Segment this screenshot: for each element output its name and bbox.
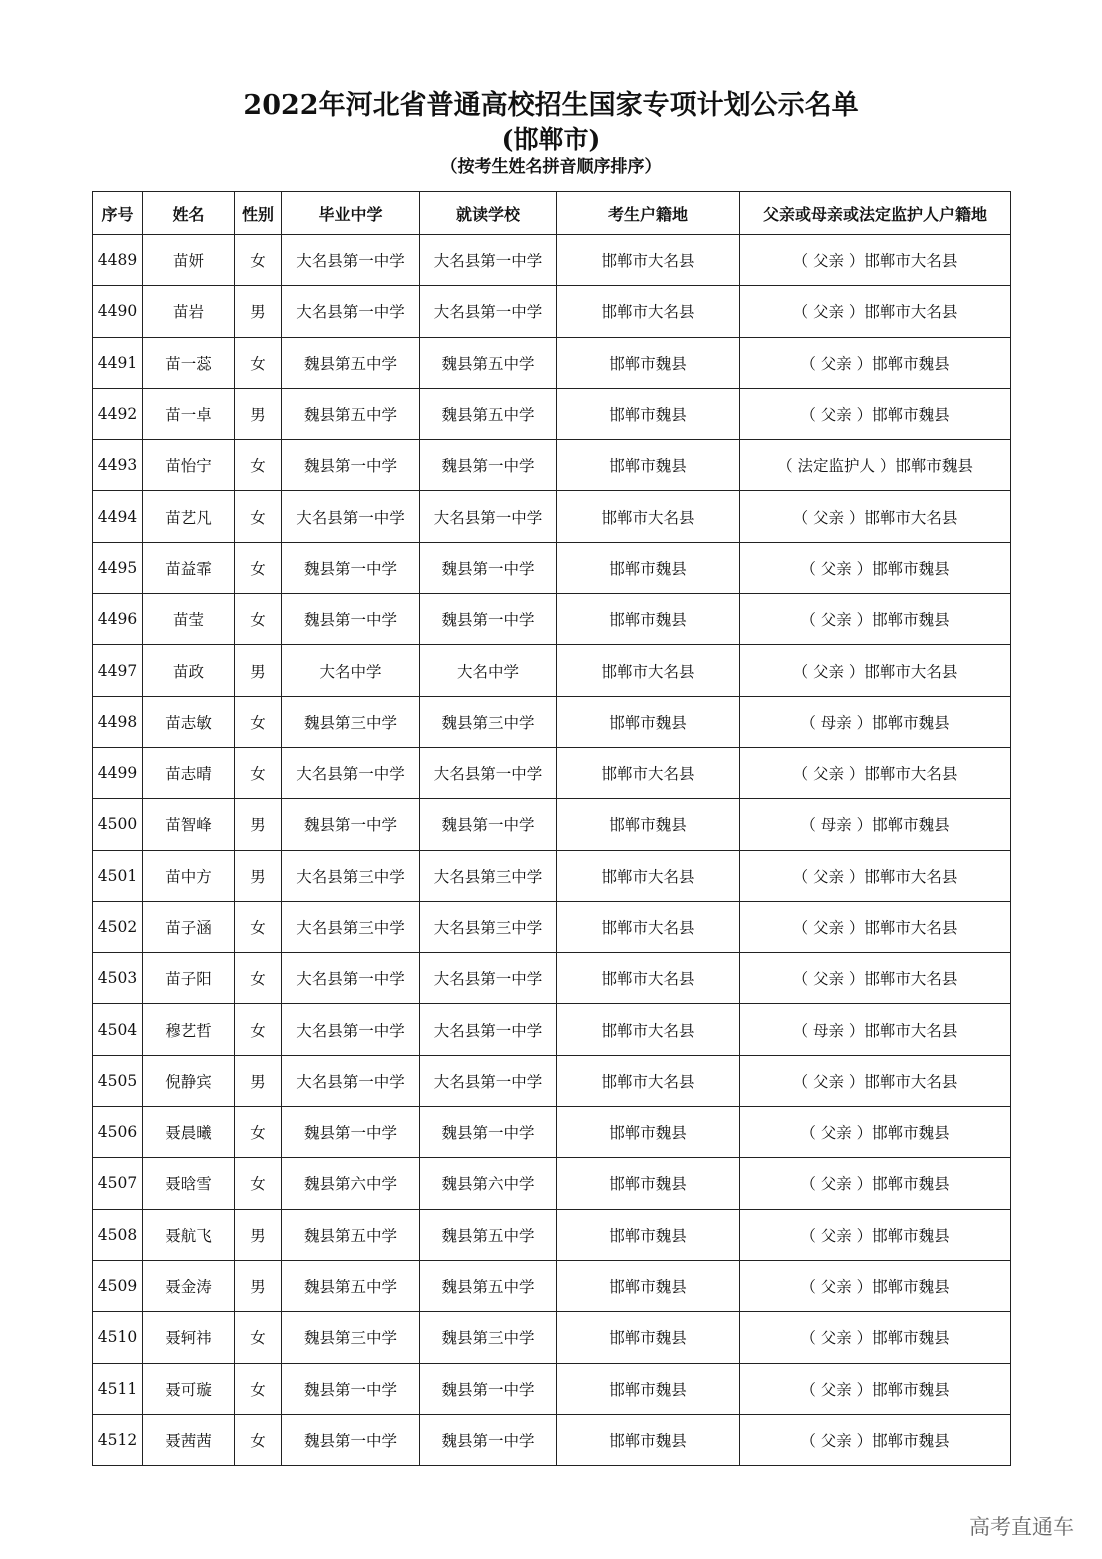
cell-registry: 邯郸市魏县 [557, 799, 740, 850]
cell-current-school: 大名县第三中学 [420, 901, 557, 952]
cell-gender: 男 [235, 799, 282, 850]
cell-name: 苗子阳 [143, 953, 235, 1004]
cell-current-school: 魏县第一中学 [420, 594, 557, 645]
cell-id: 4493 [93, 440, 143, 491]
cell-parent-registry: （ 父亲 ）邯郸市魏县 [740, 1414, 1011, 1465]
cell-current-school: 大名中学 [420, 645, 557, 696]
cell-id: 4498 [93, 696, 143, 747]
cell-parent-registry: （ 法定监护人 ）邯郸市魏县 [740, 440, 1011, 491]
cell-id: 4506 [93, 1107, 143, 1158]
cell-current-school: 大名县第三中学 [420, 850, 557, 901]
cell-name: 苗政 [143, 645, 235, 696]
cell-id: 4491 [93, 337, 143, 388]
header-row [93, 192, 1011, 235]
table-body [93, 235, 1011, 1466]
table-row [93, 696, 1011, 747]
column-header-current-school: 就读学校 [420, 192, 557, 235]
table-row [93, 953, 1011, 1004]
cell-parent-registry: （ 父亲 ）邯郸市大名县 [740, 1055, 1011, 1106]
cell-id: 4496 [93, 594, 143, 645]
cell-current-school: 大名县第一中学 [420, 1004, 557, 1055]
cell-parent-registry: （ 父亲 ）邯郸市大名县 [740, 235, 1011, 286]
cell-grad-school: 大名县第三中学 [282, 850, 420, 901]
cell-grad-school: 魏县第六中学 [282, 1158, 420, 1209]
cell-grad-school: 魏县第五中学 [282, 388, 420, 439]
cell-gender: 男 [235, 1260, 282, 1311]
cell-registry: 邯郸市大名县 [557, 645, 740, 696]
cell-gender: 男 [235, 388, 282, 439]
cell-parent-registry: （ 母亲 ）邯郸市魏县 [740, 799, 1011, 850]
cell-gender: 女 [235, 901, 282, 952]
cell-gender: 女 [235, 1312, 282, 1363]
table-row [93, 799, 1011, 850]
roster-table [92, 191, 1011, 1466]
cell-current-school: 大名县第一中学 [420, 1055, 557, 1106]
cell-name: 苗怡宁 [143, 440, 235, 491]
cell-name: 聂晗雪 [143, 1158, 235, 1209]
cell-id: 4490 [93, 286, 143, 337]
cell-grad-school: 魏县第三中学 [282, 1312, 420, 1363]
cell-current-school: 大名县第一中学 [420, 953, 557, 1004]
cell-registry: 邯郸市魏县 [557, 696, 740, 747]
cell-current-school: 魏县第一中学 [420, 440, 557, 491]
cell-gender: 女 [235, 1414, 282, 1465]
cell-grad-school: 大名县第一中学 [282, 1055, 420, 1106]
cell-grad-school: 大名县第一中学 [282, 747, 420, 798]
cell-gender: 男 [235, 850, 282, 901]
cell-registry: 邯郸市魏县 [557, 1158, 740, 1209]
cell-current-school: 魏县第一中学 [420, 799, 557, 850]
cell-grad-school: 大名县第一中学 [282, 491, 420, 542]
column-header-grad-school: 毕业中学 [282, 192, 420, 235]
cell-registry: 邯郸市大名县 [557, 1004, 740, 1055]
cell-parent-registry: （ 父亲 ）邯郸市魏县 [740, 594, 1011, 645]
cell-current-school: 魏县第六中学 [420, 1158, 557, 1209]
cell-id: 4511 [93, 1363, 143, 1414]
cell-gender: 男 [235, 286, 282, 337]
cell-grad-school: 大名县第一中学 [282, 286, 420, 337]
table-row [93, 491, 1011, 542]
cell-grad-school: 魏县第一中学 [282, 799, 420, 850]
cell-name: 苗志晴 [143, 747, 235, 798]
cell-gender: 女 [235, 1107, 282, 1158]
table-row [93, 1414, 1011, 1465]
cell-parent-registry: （ 父亲 ）邯郸市大名县 [740, 850, 1011, 901]
cell-grad-school: 魏县第一中学 [282, 1107, 420, 1158]
cell-registry: 邯郸市魏县 [557, 542, 740, 593]
cell-current-school: 大名县第一中学 [420, 286, 557, 337]
cell-name: 苗一蕊 [143, 337, 235, 388]
cell-name: 苗妍 [143, 235, 235, 286]
cell-registry: 邯郸市魏县 [557, 1107, 740, 1158]
cell-grad-school: 魏县第一中学 [282, 440, 420, 491]
cell-name: 苗莹 [143, 594, 235, 645]
cell-id: 4492 [93, 388, 143, 439]
table-row [93, 645, 1011, 696]
cell-parent-registry: （ 父亲 ）邯郸市魏县 [740, 1363, 1011, 1414]
cell-grad-school: 魏县第三中学 [282, 696, 420, 747]
cell-name: 倪静宾 [143, 1055, 235, 1106]
cell-id: 4494 [93, 491, 143, 542]
cell-id: 4509 [93, 1260, 143, 1311]
table-row [93, 1312, 1011, 1363]
cell-id: 4495 [93, 542, 143, 593]
column-header-gender: 性别 [235, 192, 282, 235]
cell-gender: 女 [235, 594, 282, 645]
cell-parent-registry: （ 父亲 ）邯郸市魏县 [740, 337, 1011, 388]
table-row [93, 235, 1011, 286]
column-header-registry: 考生户籍地 [557, 192, 740, 235]
cell-grad-school: 大名中学 [282, 645, 420, 696]
cell-name: 穆艺哲 [143, 1004, 235, 1055]
cell-parent-registry: （ 父亲 ）邯郸市魏县 [740, 542, 1011, 593]
cell-name: 聂金涛 [143, 1260, 235, 1311]
cell-registry: 邯郸市大名县 [557, 235, 740, 286]
table-row [93, 1363, 1011, 1414]
cell-grad-school: 魏县第五中学 [282, 1209, 420, 1260]
cell-registry: 邯郸市大名县 [557, 747, 740, 798]
cell-parent-registry: （ 父亲 ）邯郸市魏县 [740, 1312, 1011, 1363]
cell-parent-registry: （ 父亲 ）邯郸市魏县 [740, 1260, 1011, 1311]
table-row [93, 901, 1011, 952]
cell-name: 苗益霏 [143, 542, 235, 593]
document-title: 2022年河北省普通高校招生国家专项计划公示名单 [243, 90, 859, 121]
cell-current-school: 大名县第一中学 [420, 747, 557, 798]
table-row [93, 286, 1011, 337]
cell-registry: 邯郸市大名县 [557, 850, 740, 901]
cell-gender: 男 [235, 1055, 282, 1106]
cell-gender: 女 [235, 440, 282, 491]
cell-gender: 女 [235, 491, 282, 542]
cell-registry: 邯郸市魏县 [557, 440, 740, 491]
cell-current-school: 魏县第一中学 [420, 1414, 557, 1465]
cell-current-school: 魏县第五中学 [420, 337, 557, 388]
cell-parent-registry: （ 父亲 ）邯郸市大名县 [740, 645, 1011, 696]
cell-gender: 女 [235, 1004, 282, 1055]
table-row [93, 542, 1011, 593]
table-row [93, 388, 1011, 439]
cell-registry: 邯郸市魏县 [557, 1414, 740, 1465]
table-row [93, 1158, 1011, 1209]
cell-current-school: 魏县第五中学 [420, 1260, 557, 1311]
cell-id: 4507 [93, 1158, 143, 1209]
cell-current-school: 大名县第一中学 [420, 235, 557, 286]
cell-name: 苗一卓 [143, 388, 235, 439]
table-row [93, 1260, 1011, 1311]
cell-id: 4501 [93, 850, 143, 901]
cell-id: 4504 [93, 1004, 143, 1055]
cell-registry: 邯郸市魏县 [557, 1260, 740, 1311]
cell-registry: 邯郸市大名县 [557, 901, 740, 952]
cell-gender: 女 [235, 747, 282, 798]
cell-grad-school: 大名县第一中学 [282, 953, 420, 1004]
cell-name: 苗艺凡 [143, 491, 235, 542]
table-row [93, 1107, 1011, 1158]
column-header-parent-registry: 父亲或母亲或法定监护人户籍地 [740, 192, 1011, 235]
cell-registry: 邯郸市大名县 [557, 286, 740, 337]
table-row [93, 1055, 1011, 1106]
cell-registry: 邯郸市魏县 [557, 1209, 740, 1260]
cell-registry: 邯郸市大名县 [557, 1055, 740, 1106]
cell-gender: 女 [235, 953, 282, 1004]
cell-parent-registry: （ 父亲 ）邯郸市魏县 [740, 1209, 1011, 1260]
table-row [93, 1004, 1011, 1055]
cell-name: 聂晨曦 [143, 1107, 235, 1158]
cell-gender: 女 [235, 235, 282, 286]
cell-gender: 女 [235, 337, 282, 388]
table-row [93, 594, 1011, 645]
sort-note: （按考生姓名拼音顺序排序） [440, 157, 662, 177]
cell-current-school: 魏县第一中学 [420, 1107, 557, 1158]
cell-id: 4500 [93, 799, 143, 850]
cell-grad-school: 魏县第一中学 [282, 1363, 420, 1414]
cell-name: 聂轲祎 [143, 1312, 235, 1363]
cell-parent-registry: （ 父亲 ）邯郸市魏县 [740, 388, 1011, 439]
cell-grad-school: 魏县第一中学 [282, 542, 420, 593]
cell-parent-registry: （ 父亲 ）邯郸市魏县 [740, 1158, 1011, 1209]
cell-parent-registry: （ 父亲 ）邯郸市大名县 [740, 901, 1011, 952]
cell-gender: 女 [235, 1363, 282, 1414]
cell-registry: 邯郸市魏县 [557, 1363, 740, 1414]
table-row [93, 337, 1011, 388]
cell-id: 4502 [93, 901, 143, 952]
cell-gender: 女 [235, 1158, 282, 1209]
watermark-text: 高考直通车 [969, 1515, 1074, 1539]
table-row [93, 440, 1011, 491]
column-header-name: 姓名 [143, 192, 235, 235]
cell-grad-school: 大名县第三中学 [282, 901, 420, 952]
cell-grad-school: 魏县第五中学 [282, 337, 420, 388]
document-subtitle: (邯郸市) [501, 125, 601, 154]
cell-current-school: 魏县第五中学 [420, 1209, 557, 1260]
cell-grad-school: 魏县第一中学 [282, 594, 420, 645]
cell-gender: 男 [235, 1209, 282, 1260]
cell-current-school: 魏县第五中学 [420, 388, 557, 439]
cell-registry: 邯郸市魏县 [557, 1312, 740, 1363]
cell-name: 聂可璇 [143, 1363, 235, 1414]
cell-name: 苗中方 [143, 850, 235, 901]
table-row [93, 850, 1011, 901]
cell-name: 聂茜茜 [143, 1414, 235, 1465]
cell-registry: 邯郸市魏县 [557, 337, 740, 388]
cell-id: 4512 [93, 1414, 143, 1465]
cell-id: 4508 [93, 1209, 143, 1260]
cell-gender: 女 [235, 696, 282, 747]
cell-current-school: 魏县第三中学 [420, 1312, 557, 1363]
cell-current-school: 魏县第一中学 [420, 1363, 557, 1414]
cell-parent-registry: （ 父亲 ）邯郸市大名县 [740, 286, 1011, 337]
cell-id: 4505 [93, 1055, 143, 1106]
table-row [93, 747, 1011, 798]
cell-name: 苗子涵 [143, 901, 235, 952]
cell-gender: 男 [235, 645, 282, 696]
cell-current-school: 魏县第三中学 [420, 696, 557, 747]
table-row [93, 1209, 1011, 1260]
cell-registry: 邯郸市魏县 [557, 388, 740, 439]
cell-grad-school: 魏县第五中学 [282, 1260, 420, 1311]
cell-parent-registry: （ 母亲 ）邯郸市魏县 [740, 696, 1011, 747]
cell-current-school: 魏县第一中学 [420, 542, 557, 593]
cell-grad-school: 大名县第一中学 [282, 1004, 420, 1055]
cell-registry: 邯郸市大名县 [557, 491, 740, 542]
cell-parent-registry: （ 母亲 ）邯郸市大名县 [740, 1004, 1011, 1055]
cell-parent-registry: （ 父亲 ）邯郸市大名县 [740, 491, 1011, 542]
cell-parent-registry: （ 父亲 ）邯郸市魏县 [740, 1107, 1011, 1158]
cell-name: 苗志敏 [143, 696, 235, 747]
cell-current-school: 大名县第一中学 [420, 491, 557, 542]
cell-gender: 女 [235, 542, 282, 593]
cell-name: 苗智峰 [143, 799, 235, 850]
cell-name: 聂航飞 [143, 1209, 235, 1260]
cell-id: 4497 [93, 645, 143, 696]
cell-grad-school: 魏县第一中学 [282, 1414, 420, 1465]
cell-grad-school: 大名县第一中学 [282, 235, 420, 286]
column-header-id: 序号 [93, 192, 143, 235]
cell-parent-registry: （ 父亲 ）邯郸市大名县 [740, 953, 1011, 1004]
cell-id: 4510 [93, 1312, 143, 1363]
table-header [93, 192, 1011, 235]
cell-registry: 邯郸市魏县 [557, 594, 740, 645]
cell-registry: 邯郸市大名县 [557, 953, 740, 1004]
cell-id: 4489 [93, 235, 143, 286]
cell-name: 苗岩 [143, 286, 235, 337]
cell-id: 4503 [93, 953, 143, 1004]
cell-parent-registry: （ 父亲 ）邯郸市大名县 [740, 747, 1011, 798]
cell-id: 4499 [93, 747, 143, 798]
